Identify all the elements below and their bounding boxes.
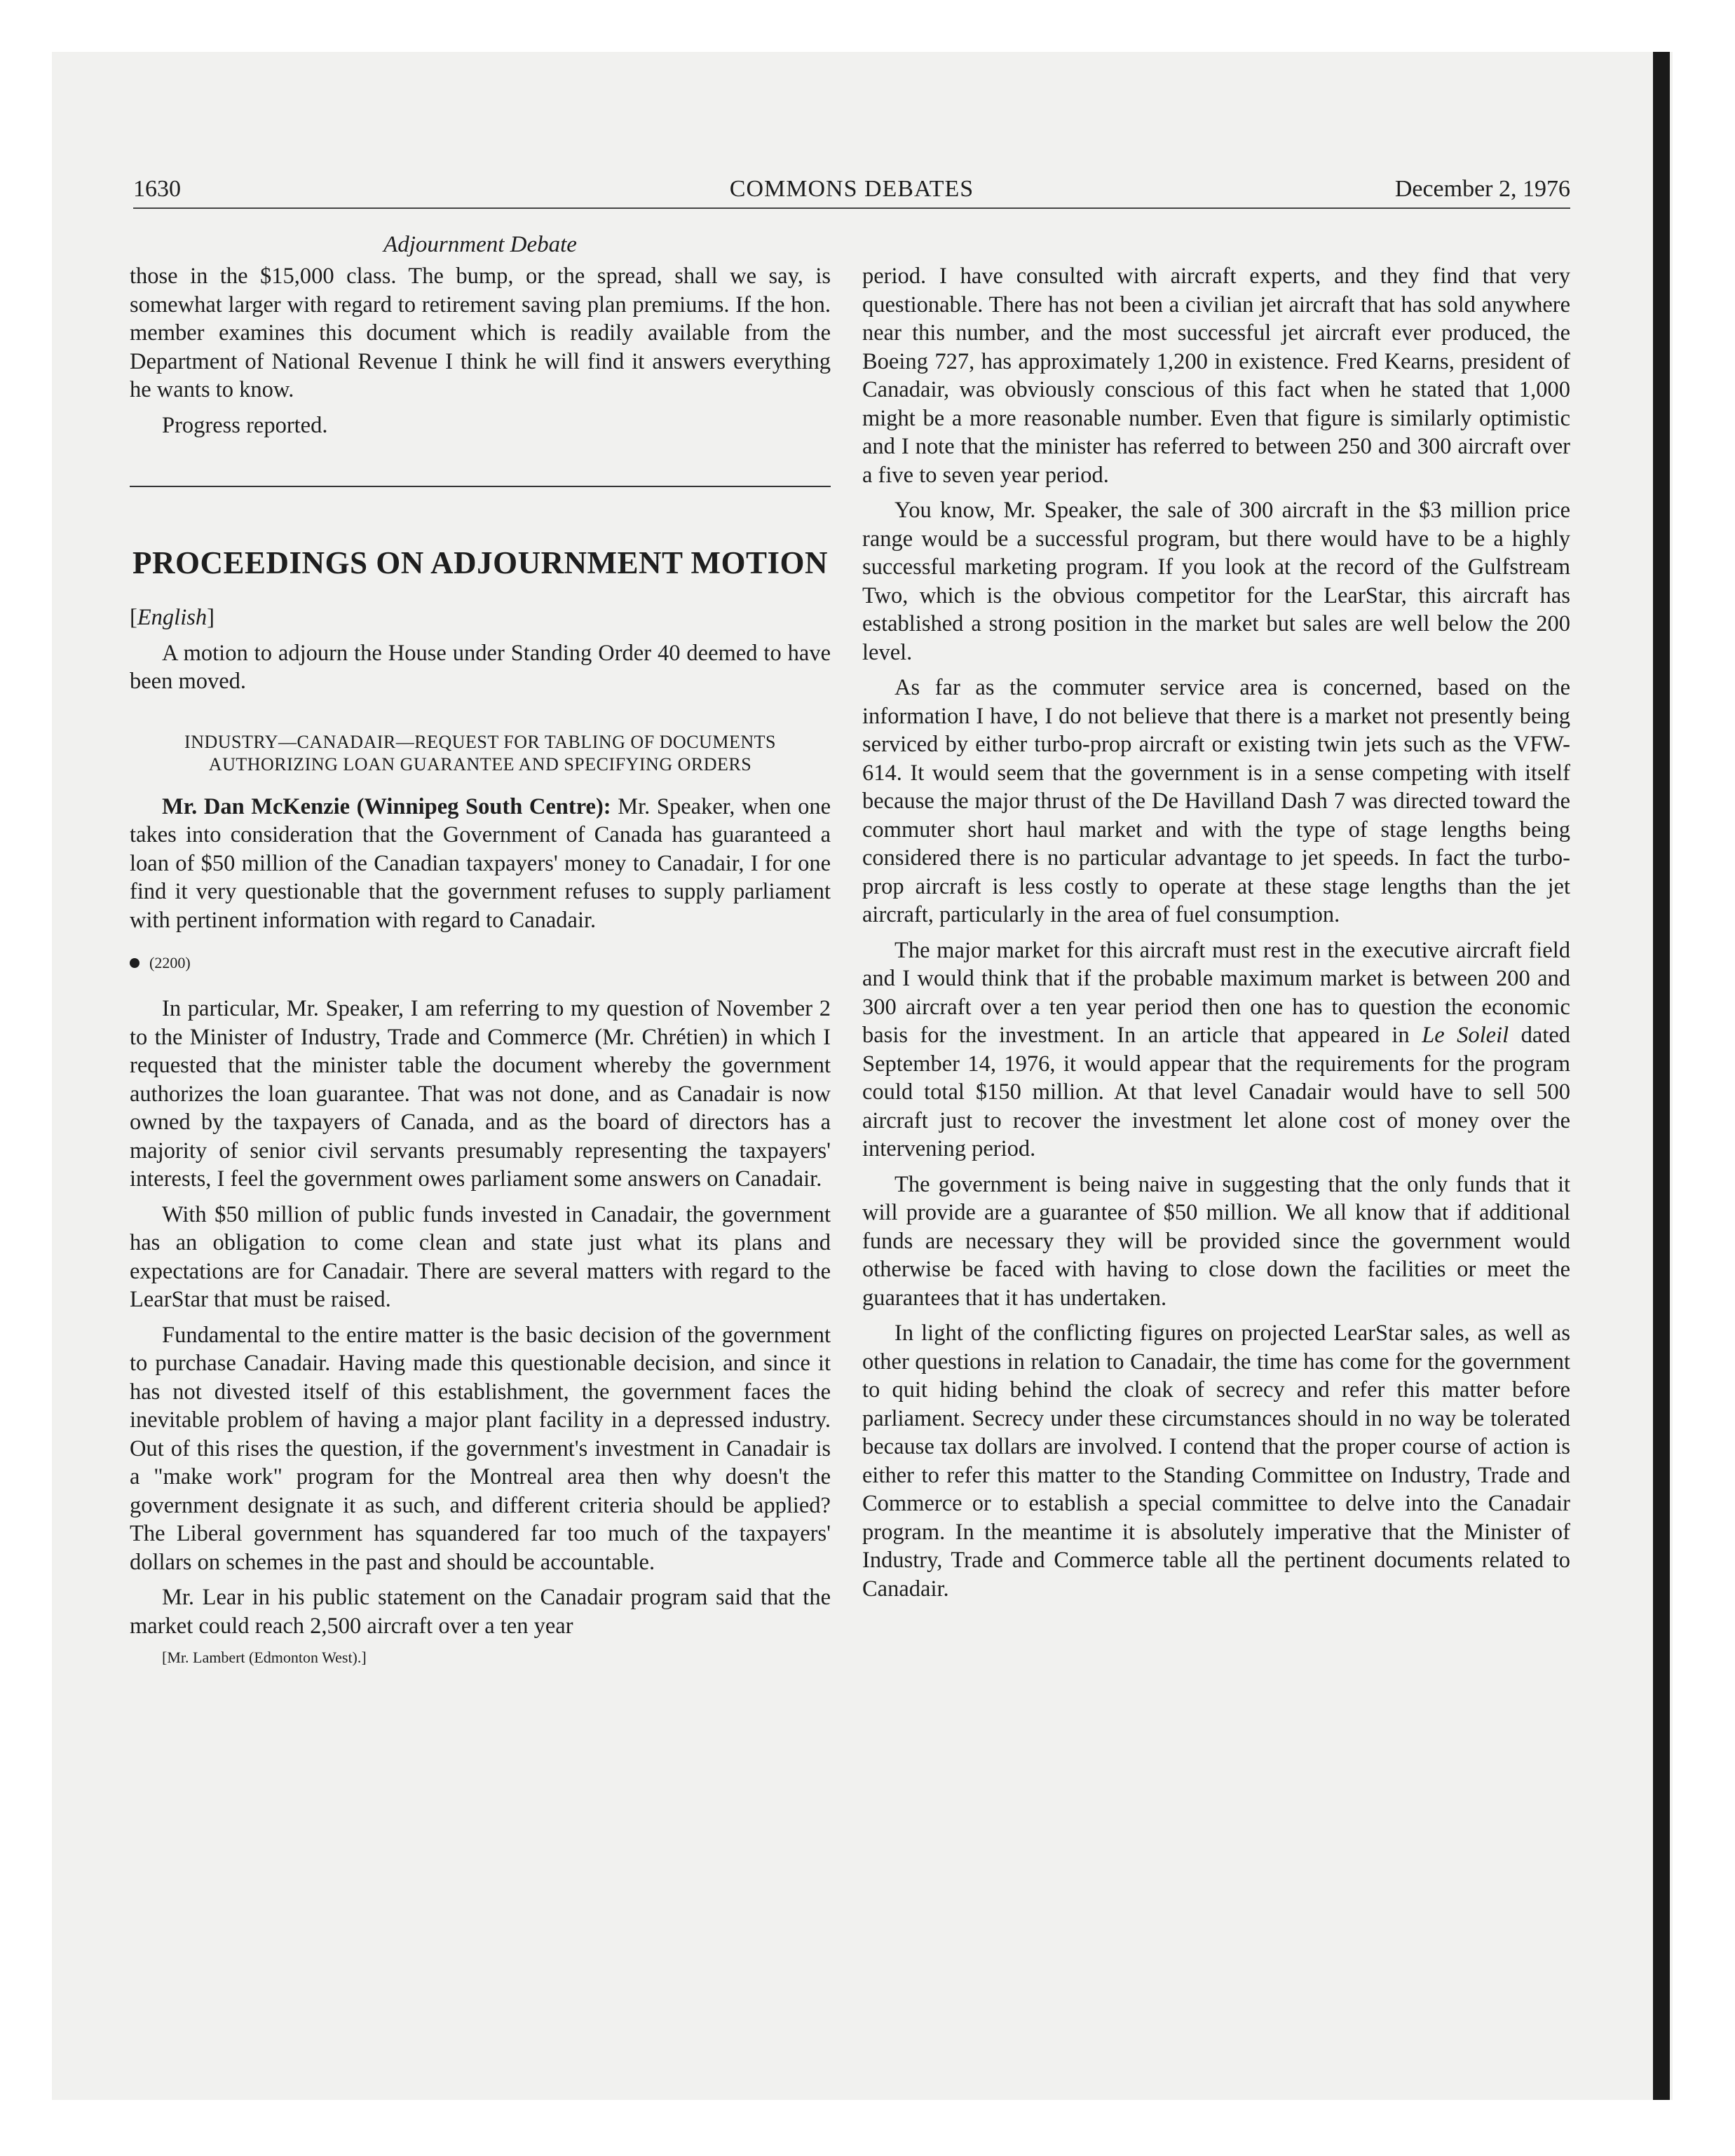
page-number: 1630 [133,176,181,202]
running-header [133,175,1570,209]
publication-name: Le Soleil [1422,1023,1509,1048]
right-column [862,262,1570,1610]
language-tag-text: English [137,605,207,630]
paragraph: A motion to adjourn the House under Standing Order 40 deemed to have been moved. [130,640,831,694]
paragraph: Fundamental to the entire matter is the basic decision of the government to purchase Canadair. Having made this questionable decision, and since it has not divested itself of this establishment, the government faces the inevitable problem of having a major plant facility in a depressed industry. Out of this rises the question, if the government's investment in Canadair is a "make work" program for the Montreal area then why doesn't the government designate it as such, and different criteria should be applied? The Liberal government has squandered far too much of the taxpayers' dollars on schemes in the past and should be accountable. [130,1322,831,1575]
publication-title: COMMONS DEBATES [729,176,974,202]
speaker-name: Mr. Dan McKenzie (Winnipeg South Centre): [162,793,611,819]
paragraph [862,936,1570,1164]
section-divider [130,486,831,487]
bullet-dot-icon [130,958,140,968]
paragraph: You know, Mr. Speaker, the sale of 300 aircraft in the $3 million price range would be a successful program, but there would have to be a highly successful marketing program. If you look at the record of the Gulfstream Two, which is the obvious competitor for the LearStar, this aircraft has established a strong position in the market but sales are well below the 200 level. [862,498,1570,665]
motion-subheading: INDUSTRY—CANADAIR—REQUEST FOR TABLING OF DOCUMENTS AUTHORIZING LOAN GUARANTEE AND SPECIFYING ORDERS [184,731,776,775]
paragraph: Progress reported. [162,412,328,438]
paragraph: In particular, Mr. Speaker, I am referring to my question of November 2 to the Minister of Industry, Trade and Commerce (Mr. Chrétien) in which I requested that the minister table the document whereby the government authorizes the loan guarantee. That was not done, and as Canadair is now owned by the taxpayers of Canada, and as the board of directors has a majority of senior civil servants presumably representing the taxpayers' interests, I feel the government owes parliament some answers on Canadair. [130,996,831,1192]
timestamp-marker [130,953,831,974]
paragraph-text: dated September 14, 1976, it would appear that the requirements for the program could total $150 million. At that level Canadair would have to sell 500 aircraft just to recover the investment let alone cost of money over the intervening period. [862,1023,1571,1161]
speaker-text: Mr. Speaker, when one takes into consideration that the Government of Canada has guaranteed a loan of $50 million of the Canadian taxpayers' money to Canadair, I for one find it very questionable that the government refuses to supply parliament with pertinent information with regard to Canadair. [130,793,831,933]
proceedings-heading: PROCEEDINGS ON ADJOURNMENT MOTION [132,545,828,580]
paragraph: With $50 million of public funds invested in Canadair, the government has an obligation to come clean and state just what its plans and expectations are for Canadair. There are several matters with regard to the LearStar that must be raised. [130,1201,831,1312]
language-tag: [English] [130,605,215,630]
paragraph: period. I have consulted with aircraft experts, and they find that very questionable. There has not been a civilian jet aircraft that has sold anywhere near this number, and the most successful jet aircraft ever produced, the Boeing 727, has approximately 1,200 in existence. Fred Kearns, president of Canadair, was obviously conscious of this fact when he stated that 1,000 might be a more reasonable number. Even that figure is similarly optimistic and I note that the minister has referred to between 250 and 300 aircraft over a five to seven year period. [862,264,1570,488]
paragraph: The government is being naive in suggesting that the only funds that it will provide are a guarantee of $50 million. We all know that if additional funds are necessary they will be provided since the government would otherwise be faced with having to close down the facilities or meet the guarantees that it has undertaken. [862,1171,1570,1311]
scan-edge-shadow [1653,52,1670,2100]
footer-note: [Mr. Lambert (Edmonton West).] [162,1649,367,1666]
paragraph-text: The major market for this aircraft must rest in the executive aircraft field and I would think that if the probable maximum market is between 200 and 300 aircraft over a ten year period then one has to question the economic basis for the investment. In an article that appeared in [862,937,1570,1048]
paragraph: those in the $15,000 class. The bump, or the spread, shall we say, is somewhat larger with regard to retirement saving plan premiums. If the hon. member examines this document which is readily available from the Department of National Revenue I think he will find it answers everything he wants to know. [130,264,831,402]
header-date: December 2, 1976 [1394,176,1570,202]
paragraph: Mr. Lear in his public statement on the Canadair program said that the market could reach 2,500 aircraft over a ten year [130,1585,831,1639]
section-label: Adjournment Debate [383,232,577,257]
left-column [130,230,831,1675]
speaker-paragraph [130,793,831,935]
timestamp-text: (2200) [149,954,191,971]
paragraph: In light of the conflicting figures on projected LearStar sales, as well as other questions in relation to Canadair, the time has come for the government to quit hiding behind the cloak of secrecy and refer this matter before parliament. Secrecy under these circumstances should in no way be tolerated because tax dollars are involved. I contend that the proper course of action is either to refer this matter to the Standing Committee on Industry, Trade and Commerce or to establish a special committee to delve into the Canadair program. In the meantime it is absolutely imperative that the Minister of Industry, Trade and Commerce table all the pertinent documents related to Canadair. [862,1321,1570,1602]
paragraph: As far as the commuter service area is concerned, based on the information I have, I do not believe that there is a market not presently being serviced by either turbo-prop aircraft or existing twin jets such as the VFW-614. It would seem that the government is in a sense competing with itself because the major thrust of the De Havilland Dash 7 was directed toward the commuter short haul market and with the type of stage lengths being considered there is no particular advantage to jet speeds. In fact the turbo-prop aircraft is less costly to operate at these stage lengths than the jet aircraft, particularly in the area of fuel consumption. [862,675,1570,927]
